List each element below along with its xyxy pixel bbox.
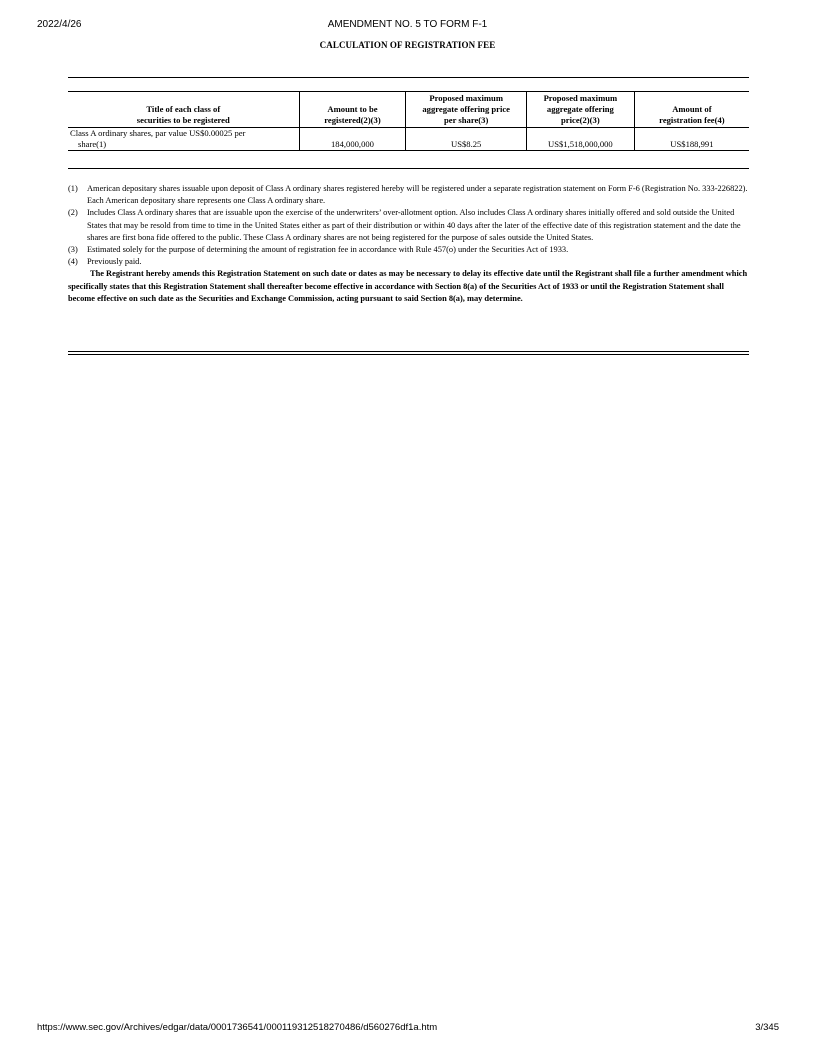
delaying-amendment-legend: The Registrant hereby amends this Registration Statement on such date or dates as may be necessary to delay its effective date until the Registrant shall file a further amendment which specifically states that this Registration Statement shall thereafter become effective in accordance with Section 8(a) of the Securities Act of 1933 or until the Registration Statement shall become effective on such date as the Securities and Exchange Commission, acting pursuant to said Section 8(a), may determine. [68, 269, 748, 303]
row-title-cell: Class A ordinary shares, par value US$0.00025 per share(1) [70, 128, 246, 149]
col-aggregate-price-header: Proposed maximum aggregate offering price(2)(3) [526, 92, 634, 128]
col-price-per-share-header: Proposed maximum aggregate offering price per share(3) [406, 92, 527, 128]
col-fee-header: Amount of registration fee(4) [634, 92, 749, 128]
footnotes [68, 183, 749, 305]
footnote-2: (2) Includes Class A ordinary shares that are issuable upon the exercise of the underwriters’ over-allotment option. Also includes Class A ordinary shares initially offered and sold outside the United States that may be resold from time to time in the United States either as part of their distribution or within 40 days after the later of the effective date of this registration statement and the date the shares are first bona fide offered to the public. These Class A ordinary shares are not being registered for the purpose of sales outside the United States. [68, 208, 741, 242]
footnote-3: (3) Estimated solely for the purpose of determining the amount of registration fee in accordance with Rule 457(o) under the Securities Act of 1933. [68, 245, 569, 255]
top-rule [68, 77, 749, 78]
section-title: CALCULATION OF REGISTRATION FEE [319, 40, 496, 50]
table-row [68, 128, 749, 151]
col-title-header: Title of each class of securities to be registered [136, 104, 230, 125]
registration-fee-table [68, 91, 749, 151]
row-aggregate-price-cell: US$1,518,000,000 [526, 128, 634, 151]
footnote-4: (4) Previously paid. [68, 257, 142, 267]
print-date: 2022/4/26 [37, 19, 82, 30]
row-fee-cell: US$188,991 [634, 128, 749, 151]
footnote-1: (1) American depositary shares issuable upon deposit of Class A ordinary shares registered hereby will be registered under a separate registration statement on Form F-6 (Registration No. 333-226822). Each American depositary share represents one Class A ordinary share. [68, 184, 748, 206]
col-amount-header: Amount to be registered(2)(3) [299, 92, 406, 128]
closing-double-rule [68, 351, 749, 355]
source-url: https://www.sec.gov/Archives/edgar/data/0001736541/000119312518270486/d560276df1a.htm [37, 1022, 438, 1033]
table-bottom-rule [68, 168, 749, 169]
document-title: AMENDMENT NO. 5 TO FORM F-1 [327, 19, 488, 30]
table-header-row [68, 92, 749, 128]
page-number: 3/345 [755, 1022, 779, 1033]
row-amount-cell: 184,000,000 [299, 128, 406, 151]
row-price-per-share-cell: US$8.25 [406, 128, 527, 151]
